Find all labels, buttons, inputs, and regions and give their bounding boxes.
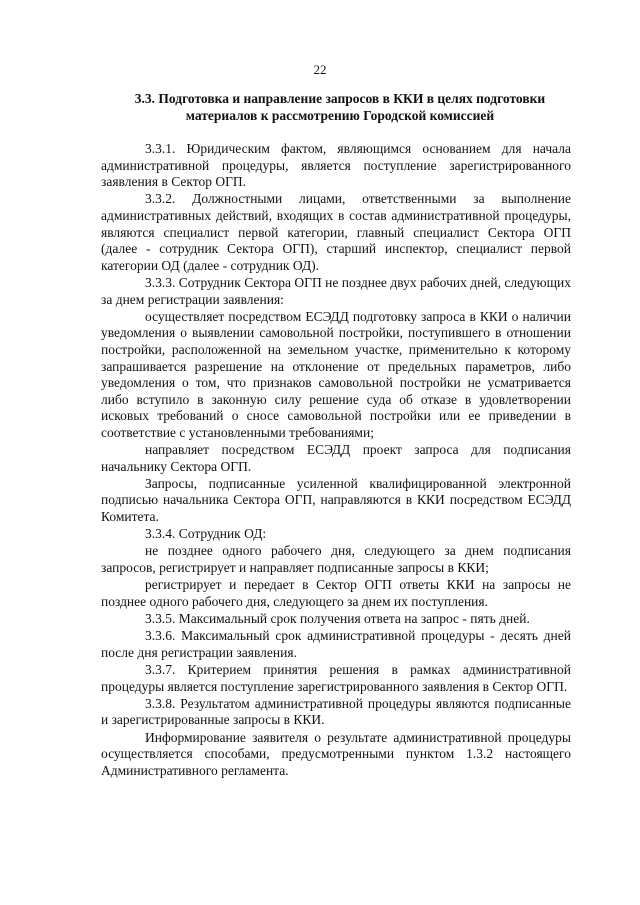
paragraph-3-3-1: 3.3.1. Юридическим фактом, являющимся основанием для начала административной процедуры, является поступление зарегистрированного заявления в Сектор ОГП. (101, 141, 571, 190)
paragraph-3-3-5: 3.3.5. Максимальный срок получения ответа на запрос - пять дней. (145, 610, 530, 626)
paragraph-3-3-3: 3.3.3. Сотрудник Сектора ОГП не позднее двух рабочих дней, следующих за днем регистрации заявления: (101, 274, 571, 307)
paragraph-3-3-7: 3.3.7. Критерием принятия решения в рамках административной процедуры является поступление зарегистрированного заявления в Сектор ОГП. (101, 661, 571, 694)
paragraph-3-3-8: 3.3.8. Результатом административной процедуры являются подписанные и зарегистрированные запросы в ККИ. (101, 695, 571, 728)
paragraph-informing: Информирование заявителя о результате административной процедуры осуществляется способами, предусмотренными пунктом 1.3.2 настоящего Административного регламента. (101, 729, 571, 778)
section-heading-line-1: 3.3. Подготовка и направление запросов в ККИ в целях подготовки (134, 91, 546, 106)
document-body (101, 141, 571, 779)
section-heading-line-2: материалов к рассмотрению Городской комиссией (185, 108, 495, 123)
paragraph-3-3-2: 3.3.2. Должностными лицами, ответственными за выполнение административных действий, входящих в состав административной процедуры, являются специалист первой категории, главный специалист Сектора ОГП (далее - сотрудник Сектора ОГП), старший инспектор, специалист первой категории ОД (далее - сотрудник ОД). (101, 191, 571, 273)
page-number: 22 (313, 62, 327, 77)
paragraph-od-register: не позднее одного рабочего дня, следующего за днем подписания запросов, регистрирует и направляет подписанные запросы в ККИ; (101, 543, 571, 575)
paragraph-3-3-6: 3.3.6. Максимальный срок административной процедуры - десять дней после дня регистрации заявления. (101, 628, 571, 660)
paragraph-request-preparation: осуществляет посредством ЕСЭДД подготовку запроса в ККИ о наличии уведомления о выявлении самовольной постройки, поступившего в отношении постройки, расположенной на земельном участке, применительно к которому запрашивается разрешение на отклонение от предельных параметров, либо уведомления о том, что признаков самовольной постройки не усматривается либо вступило в законную силу решение суда об отказе в удовлетворении исковых требований о сносе самовольной постройки или ее приведении в соответствие с установленными требованиями; (101, 308, 571, 440)
section-heading (110, 90, 570, 124)
paragraph-3-3-4: 3.3.4. Сотрудник ОД: (145, 526, 267, 542)
paragraph-request-signing: направляет посредством ЕСЭДД проект запроса для подписания начальнику Сектора ОГП. (101, 442, 571, 474)
paragraph-signed-requests: Запросы, подписанные усиленной квалифицированной электронной подписью начальника Сектора ОГП, направляются в ККИ посредством ЕСЭДД Комитета. (101, 475, 571, 525)
paragraph-od-transfer: регистрирует и передает в Сектор ОГП ответы ККИ на запросы не позднее одного рабочего дня, следующего за днем их поступления. (101, 577, 571, 609)
